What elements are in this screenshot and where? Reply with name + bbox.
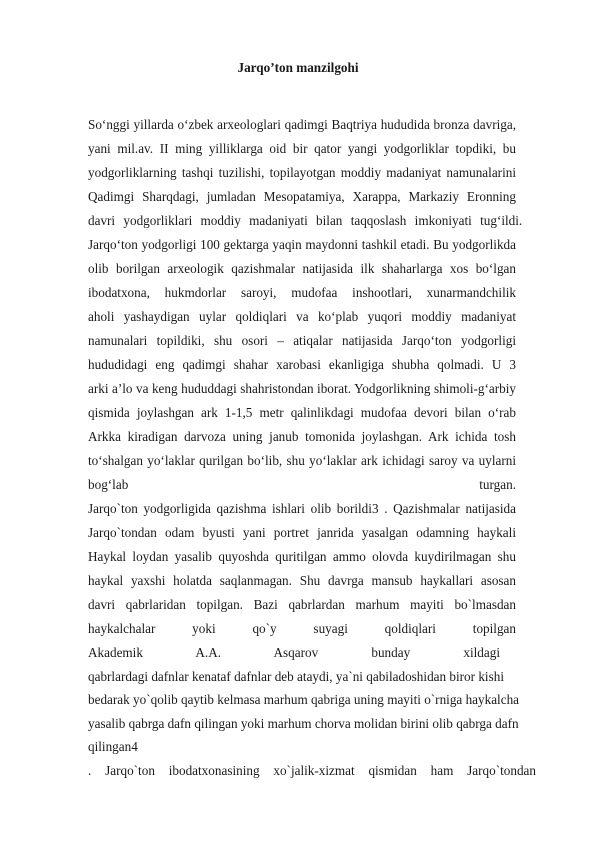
document-title: Jarqo’ton manzilgohi <box>237 60 359 75</box>
text-line: haykal yaxshi holatda saqlanmagan. Shu davrga mansub haykallari asosan <box>88 573 516 588</box>
text-line: hududidagi eng qadimgi shahar xarobasi ekanligiga shubha qolmadi. U 3 <box>88 357 516 372</box>
text-line: Jarqo`ton yodgorligida qazishma ishlari olib borildi3 . Qazishmalar natijasida <box>88 501 516 516</box>
text-line: davri qabrlaridan topilgan. Bazi qabrlardan marhum mayiti bo`lmasdan <box>88 597 516 612</box>
text-line: yasalib qabrga dafn qilingan yoki marhum chorva molidan birini olib qabrga dafn <box>88 715 519 731</box>
text-line: . Jarqo`ton ibodatxonasining xo`jalik-xizmat qismidan ham Jarqo`tondan <box>88 762 536 778</box>
text-line: Arkka kiradigan darvoza uning janub tomonida joylashgan. Ark ichida tosh <box>88 429 516 444</box>
text-line: Jarqo‘ton yodgorligi 100 gektarga yaqin maydonni tashkil etadi. Bu yodgorlikda <box>88 237 516 252</box>
text-line: yani mil.av. II ming yilliklarga oid bir qator yangi yodgorliklar topdiki, bu <box>88 141 516 156</box>
text-line: Jarqo`tondan odam byusti yani portret janrida yasalgan odamning haykali <box>88 525 516 540</box>
text-line: olib borilgan arxeologik qazishmalar natijasida ilk shaharlarga xos bo‘lgan <box>88 261 516 276</box>
text-line: haykalchalar yoki qo`y suyagi qoldiqlari topilgan <box>88 621 516 636</box>
text-line: Akademik A.A. Asqarov bunday xildagi <box>88 645 500 660</box>
document-body <box>88 113 536 783</box>
text-line: arki a’lo va keng hududdagi shahristondan iborat. Yodgorlikning shimoli-g‘arbiy <box>88 381 516 396</box>
text-line: bog‘lab turgan. <box>88 477 516 492</box>
text-line: Qadimgi Sharqdagi, jumladan Mesopatamiya, Xarappa, Markaziy Eronning <box>88 189 516 204</box>
text-line: qismida joylashgan ark 1-1,5 metr qalinlikdagi mudofaa devori bilan o‘rab <box>88 405 516 420</box>
text-line: aholi yashaydigan uylar qoldiqlari va ko‘plab yuqori moddiy madaniyat <box>88 309 516 324</box>
text-line: qilingan4 <box>88 739 138 755</box>
text-line: Haykal loydan yasalib quyoshda quritilgan ammo olovda kuydirilmagan shu <box>88 549 516 564</box>
text-line: So‘nggi yillarda o‘zbek arxeologlari qadimgi Baqtriya hududida bronza davriga, <box>88 117 516 132</box>
text-line: bedarak yo`qolib qaytib kelmasa marhum qabriga uning mayiti o`rniga haykalcha <box>88 692 520 708</box>
text-line: davri yodgorliklari moddiy madaniyati bilan taqqoslash imkoniyati tug‘ildi. <box>88 213 523 228</box>
text-line: to‘shalgan yo‘laklar qurilgan bo‘lib, shu yo‘laklar ark ichidagi saroy va uylarni <box>88 453 516 468</box>
text-line: ibodatxona, hukmdorlar saroyi, mudofaa inshootlari, xunarmandchilik <box>88 285 516 300</box>
text-line: yodgorliklarning tashqi tuzilishi, topilayotgan moddiy madaniyat namunalarini <box>88 165 516 180</box>
text-line: namunalari topildiki, shu osori – atiqalar natijasida Jarqo‘ton yodgorligi <box>88 333 516 348</box>
text-line: qabrlardagi dafnlar kenataf dafnlar deb ataydi, ya`ni qabiladoshidan biror kishi <box>88 669 504 684</box>
